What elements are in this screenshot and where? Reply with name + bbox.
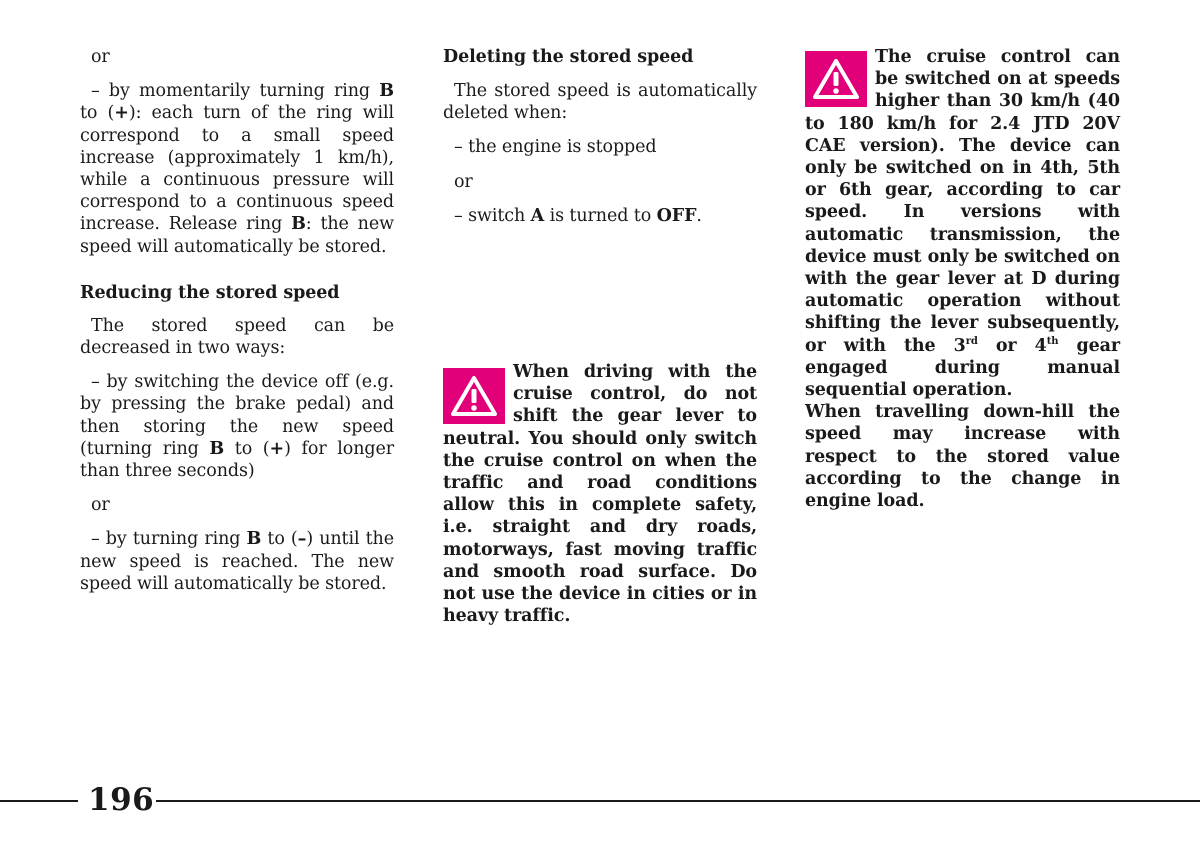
footer-rule-left: [0, 800, 78, 802]
warning-text-speed: The cruise control can be switched on at speeds higher than 30 km/h (40 to 180 km/h for 2.4 JTD 20V CAE version). The device can only be switched on in 4th, 5th or 6th gear, according to car speed. In versions with automatic transmission, the device must only be switched on with the gear lever at D during automatic operation without shifting the lever subsequently, or with the 3rd or 4th gear engaged during manual sequential operation.: [805, 47, 1120, 401]
footer-rule-right: [156, 800, 1200, 802]
warning-text-downhill: When travelling down-hill the speed may increase with respect to the stored value according to the change in engine load.: [805, 402, 1120, 512]
list-item-engine-stopped: – the engine is stopped: [454, 137, 657, 158]
column-1: [80, 46, 394, 595]
paragraph-turn-down: – by turning ring B to (–) until the new speed is reached. The new speed will automatically be stored.: [80, 529, 394, 594]
page-number: 196: [88, 782, 155, 818]
paragraph-delete-intro: The stored speed is automatically deleted when:: [443, 81, 757, 124]
column-3: [805, 46, 1120, 512]
list-item-switch-off: – switch A is turned to OFF.: [454, 205, 702, 226]
or-text: or: [91, 495, 110, 516]
heading-deleting-speed: Deleting the stored speed: [443, 47, 694, 67]
or-text: or: [91, 47, 110, 67]
heading-reducing-speed: Reducing the stored speed: [80, 282, 340, 303]
warning-triangle-icon: [443, 368, 505, 424]
or-text: or: [454, 171, 473, 192]
paragraph-reduce-intro: The stored speed can be decreased in two ways:: [80, 315, 394, 359]
warning-triangle-icon: [805, 51, 867, 107]
warning-text-neutral: When driving with the cruise control, do not shift the gear lever to neutral. You should only switch the cruise control on when the traffic and road conditions allow this in complete safety, i.e. straight and dry roads, motorways, fast moving traffic and smooth road surface. Do not use the device in cities or in heavy traffic.: [443, 362, 757, 627]
paragraph-switch-off: – by switching the device off (e.g. by pressing the brake pedal) and then storing the new speed (turning ring B to (+) for longer than three seconds): [80, 372, 394, 482]
page-footer: [0, 780, 1200, 820]
warning-box-speed: [805, 46, 1120, 512]
paragraph-increase-speed: – by momentarily turning ring B to (+): each turn of the ring will correspond to a small speed increase (approximately 1 km/h), while a continuous pressure will correspond to a continuous speed increase. Release ring B: the new speed will automatically be stored.: [80, 81, 394, 257]
warning-box-neutral: [443, 361, 757, 627]
column-2: [443, 46, 757, 627]
